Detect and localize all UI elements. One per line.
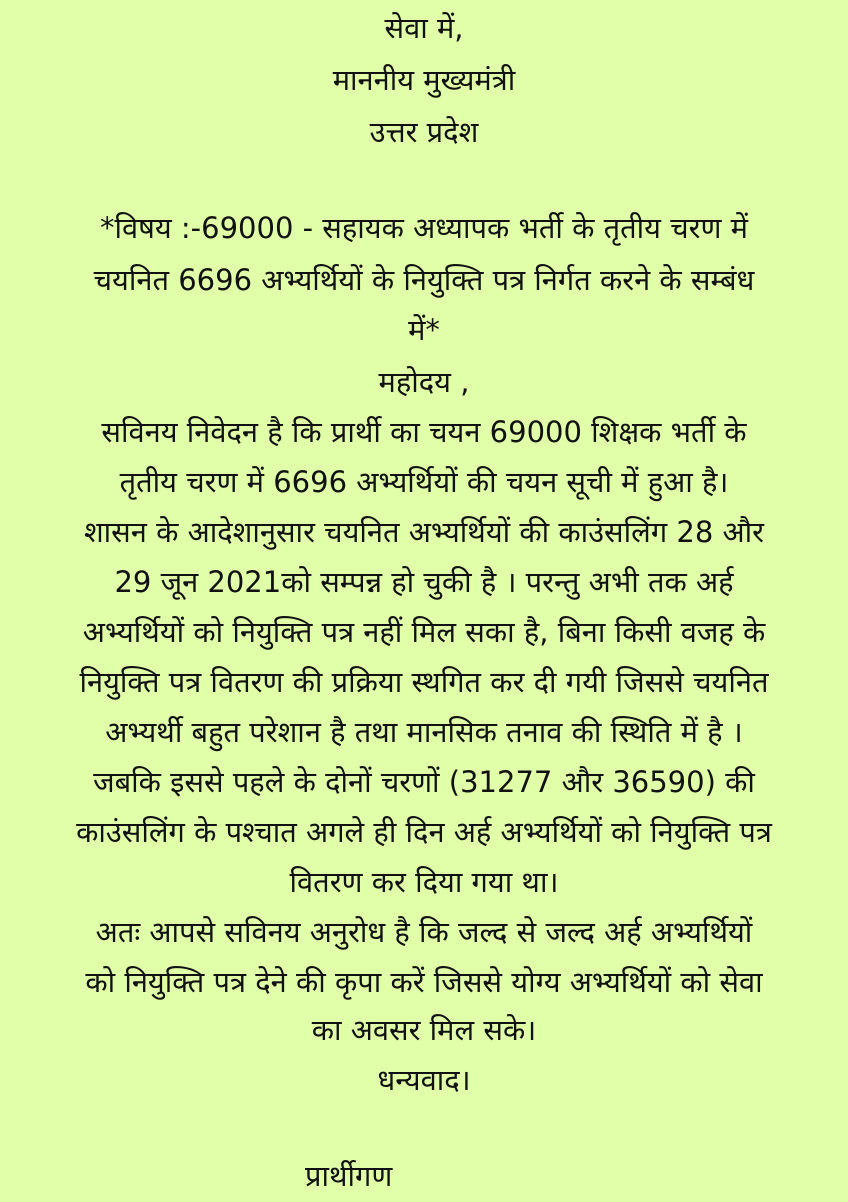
signatory: प्रार्थीगण (305, 1159, 393, 1193)
body-line: जबकि इससे पहले के दोनों चरणों (31277 और 36590) की (93, 765, 755, 799)
body-line: अभ्यर्थियों को नियुक्ति पत्र नहीं मिल सका है, बिना किसी वजह के (82, 615, 766, 649)
body-line: सविनय निवेदन है कि प्रार्थी का चयन 69000 शिक्षक भर्ती के (101, 415, 747, 449)
greeting: महोदय , (378, 365, 470, 399)
body-line: शासन के आदेशानुसार चयनित अभ्यर्थियों की काउंसलिंग 28 और (83, 515, 765, 549)
salutation-to: सेवा में, (384, 11, 464, 45)
recipient-title: माननीय मुख्यमंत्री (332, 63, 516, 97)
body-line: अभ्यर्थी बहुत परेशान है तथा मानसिक तनाव की स्थिति में है । (105, 715, 743, 749)
body-line: को नियुक्ति पत्र देने की कृपा करें जिससे योग्य अभ्यर्थियों को सेवा (85, 965, 763, 999)
body-line: का अवसर मिल सके। (311, 1013, 537, 1047)
closing: धन्यवाद। (377, 1063, 471, 1097)
subject-line: चयनित 6696 अभ्यर्थियों के नियुक्ति पत्र निर्गत करने के सम्बंध (93, 263, 755, 297)
recipient-state: उत्तर प्रदेश (369, 115, 479, 149)
body-line: तृतीय चरण में 6696 अभ्यर्थियों की चयन सूची में हुआ है। (119, 465, 729, 499)
body-line: काउंसलिंग के पश्चात अगले ही दिन अर्ह अभ्यर्थियों को नियुक्ति पत्र (76, 815, 772, 849)
body-line: 29 जून 2021को सम्पन्न हो चुकी है । परन्तु अभी तक अर्ह (114, 565, 734, 599)
body-line: नियुक्ति पत्र वितरण की प्रक्रिया स्थगित कर दी गयी जिससे चयनित (79, 665, 769, 699)
body-line: अतः आपसे सविनय अनुरोध है कि जल्द से जल्द अर्ह अभ्यर्थियों (95, 915, 753, 949)
subject-line: *विषय :-69000 - सहायक अध्यापक भर्ती के तृतीय चरण में (99, 211, 749, 245)
body-line: वितरण कर दिया गया था। (289, 865, 559, 899)
subject-line: में* (408, 313, 440, 347)
